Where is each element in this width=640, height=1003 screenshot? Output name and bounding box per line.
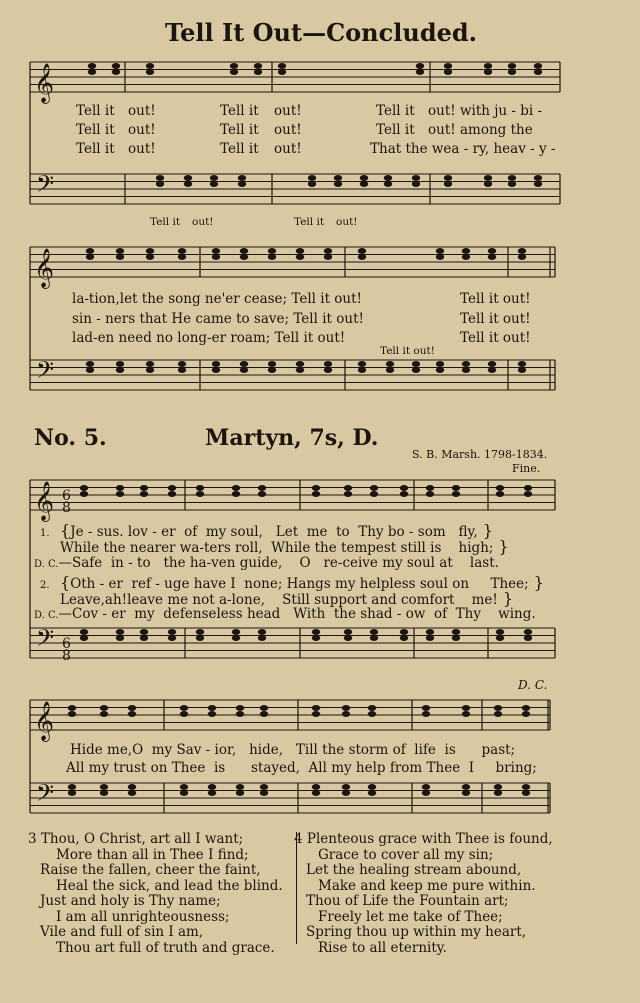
h1-treble-notes-8-1 bbox=[344, 491, 352, 497]
s1-treble-notes-3-0 bbox=[230, 63, 238, 69]
s1-treble-notes-4-0 bbox=[254, 63, 262, 69]
h1-treble-notes-13-0 bbox=[496, 485, 504, 491]
hymn-title: Martyn, 7s, D. bbox=[205, 425, 379, 451]
s2-bass-notes-8-0 bbox=[324, 361, 332, 367]
s1-bass-notes-2-1 bbox=[210, 181, 218, 187]
s1-treble-notes-3-1 bbox=[230, 69, 238, 75]
s2-treble bbox=[30, 247, 555, 277]
s2-treble-notes-7-0 bbox=[296, 248, 304, 254]
s1-bass-notes-9-1 bbox=[444, 181, 452, 187]
h2-bass-notes-2-1 bbox=[128, 790, 136, 796]
h2-treble-notes-0-1 bbox=[68, 711, 76, 717]
s2-bass-notes-13-0 bbox=[462, 361, 470, 367]
s2-treble-notes-6-1 bbox=[268, 254, 276, 260]
s1-treble-notes-9-0 bbox=[508, 63, 516, 69]
s2-treble-notes-8-1 bbox=[324, 254, 332, 260]
dc-mark: D. C. bbox=[518, 678, 548, 692]
h2-bass-notes-9-1 bbox=[368, 790, 376, 796]
h2-bass-notes-10-1 bbox=[422, 790, 430, 796]
h1-bass-notes-13-1 bbox=[496, 635, 504, 641]
h2-bass-notes-13-0 bbox=[522, 784, 530, 790]
s1-bass-notes-8-0 bbox=[412, 175, 420, 181]
s2-treble-notes-13-1 bbox=[518, 254, 526, 260]
h2-treble-notes-7-1 bbox=[312, 711, 320, 717]
h2-treble-notes-9-1 bbox=[368, 711, 376, 717]
s1-treble-notes-9-1 bbox=[508, 69, 516, 75]
s2-treble-notes-3-0 bbox=[178, 248, 186, 254]
s2-treble-notes-1-1 bbox=[116, 254, 124, 260]
s1-bass bbox=[30, 174, 560, 204]
s2-treble-notes-4-1 bbox=[212, 254, 220, 260]
h1-bass-notes-14-0 bbox=[524, 629, 532, 635]
h1-treble-notes-2-0 bbox=[140, 485, 148, 491]
s1-bass-notes-11-1 bbox=[508, 181, 516, 187]
s2-bass-notes-5-0 bbox=[240, 361, 248, 367]
h2-treble-notes-12-0 bbox=[494, 705, 502, 711]
h1-bass-notes-7-0 bbox=[312, 629, 320, 635]
h1-bass-notes-11-1 bbox=[426, 635, 434, 641]
h2-bass-notes-9-0 bbox=[368, 784, 376, 790]
h2-bass-notes-10-0 bbox=[422, 784, 430, 790]
s2-treble-notes-8-0 bbox=[324, 248, 332, 254]
s2-bass-text: Tell it out! bbox=[380, 345, 435, 357]
stanza-4: 4 Plenteous grace with Thee is found, Grace to cover all my sin; Let the healing stream abound, Make and keep me pure within. Thou of Life the Fountain art; Freely let me take of Thee; Spring thou up within my heart, Rise to all eternity. bbox=[294, 831, 553, 956]
s2-treble-notes-13-0 bbox=[518, 248, 526, 254]
s2-bass-notes-11-1 bbox=[412, 367, 420, 373]
h1-treble-notes-7-0 bbox=[312, 485, 320, 491]
s2-treble-notes-12-1 bbox=[488, 254, 496, 260]
s2-bass-notes-0-0 bbox=[86, 361, 94, 367]
h2-bass-notes-1-0 bbox=[100, 784, 108, 790]
s2-bass-notes-4-1 bbox=[212, 367, 220, 373]
h1-bass-notes-1-0 bbox=[116, 629, 124, 635]
h2-treble-notes-5-1 bbox=[236, 711, 244, 717]
s1-bass-notes-1-1 bbox=[184, 181, 192, 187]
s2-bass-notes-9-1 bbox=[358, 367, 366, 373]
h2-treble-notes-2-0 bbox=[128, 705, 136, 711]
h2-treble-notes-4-0 bbox=[208, 705, 216, 711]
s1-treble-notes-8-1 bbox=[484, 69, 492, 75]
s1-bass-notes-9-0 bbox=[444, 175, 452, 181]
h1-bass-notes-2-0 bbox=[140, 629, 148, 635]
s2-bass-notes-15-0 bbox=[518, 361, 526, 367]
s2-treble-notes-1-0 bbox=[116, 248, 124, 254]
h1-bass-clef: 𝄢 bbox=[36, 624, 55, 657]
s1-treble-notes-1-0 bbox=[112, 63, 120, 69]
s2-bass-notes-7-1 bbox=[296, 367, 304, 373]
s1-bass-notes-1-0 bbox=[184, 175, 192, 181]
h1-bass-notes-6-1 bbox=[258, 635, 266, 641]
verse-line-3: D. C.—Safe in - to the ha-ven guide, O re-ceive my soul at last. bbox=[34, 555, 499, 571]
verse-line-5: Leave,ah!leave me not a-lone, Still support and comfort me! } bbox=[60, 589, 514, 608]
h1-treble-notes-12-0 bbox=[452, 485, 460, 491]
h2-treble-notes-4-1 bbox=[208, 711, 216, 717]
s2-bass-notes-14-0 bbox=[488, 361, 496, 367]
s2-treble-notes-7-1 bbox=[296, 254, 304, 260]
s1-treble-notes-5-0 bbox=[278, 63, 286, 69]
h2-treble-notes-9-0 bbox=[368, 705, 376, 711]
verse-line-1: 1. {Je - sus. lov - er of my soul, Let me to Thy bo - som fly, } bbox=[40, 521, 493, 540]
h1-bass-notes-10-0 bbox=[400, 629, 408, 635]
s2-bass-notes-8-1 bbox=[324, 367, 332, 373]
s1-bass-notes-6-0 bbox=[360, 175, 368, 181]
h1-bass-notes-10-1 bbox=[400, 635, 408, 641]
h2-treble-clef: 𝄞 bbox=[34, 701, 55, 741]
h2-treble-notes-1-0 bbox=[100, 705, 108, 711]
h1-treble-notes-9-1 bbox=[370, 491, 378, 497]
h1-bass-notes-5-1 bbox=[232, 635, 240, 641]
h1-treble-notes-1-1 bbox=[116, 491, 124, 497]
h1-bass-notes-4-0 bbox=[196, 629, 204, 635]
s2-treble-notes-10-0 bbox=[436, 248, 444, 254]
s2-treble-notes-0-1 bbox=[86, 254, 94, 260]
h2-treble-notes-11-1 bbox=[462, 711, 470, 717]
h2-bass-notes-8-0 bbox=[342, 784, 350, 790]
h1-bass-notes-12-0 bbox=[452, 629, 460, 635]
s2-bass-notes-3-1 bbox=[178, 367, 186, 373]
h2-treble-notes-10-0 bbox=[422, 705, 430, 711]
s1-bass-notes-2-0 bbox=[210, 175, 218, 181]
h2-bass-notes-2-0 bbox=[128, 784, 136, 790]
s2-treble-notes-5-1 bbox=[240, 254, 248, 260]
s1-bass-notes-0-0 bbox=[156, 175, 164, 181]
h2-treble-notes-6-1 bbox=[260, 711, 268, 717]
h1-bass-notes-3-0 bbox=[168, 629, 176, 635]
s1-bass-notes-5-0 bbox=[334, 175, 342, 181]
s1-bass-notes-12-0 bbox=[534, 175, 542, 181]
h1-treble-notes-3-0 bbox=[168, 485, 176, 491]
s2-bass-notes-6-1 bbox=[268, 367, 276, 373]
s2-treble-notes-3-1 bbox=[178, 254, 186, 260]
h1-treble-notes-11-0 bbox=[426, 485, 434, 491]
h2-treble bbox=[30, 700, 550, 730]
h1-bass-notes-13-0 bbox=[496, 629, 504, 635]
h1-time-top: 6 bbox=[62, 488, 71, 504]
h1-treble bbox=[30, 480, 555, 510]
h2-treble-notes-13-0 bbox=[522, 705, 530, 711]
s1-treble-notes-10-1 bbox=[534, 69, 542, 75]
h2-bass-notes-7-0 bbox=[312, 784, 320, 790]
h1-bass-notes-14-1 bbox=[524, 635, 532, 641]
s2-bass-notes-13-1 bbox=[462, 367, 470, 373]
h2-bass-notes-12-1 bbox=[494, 790, 502, 796]
verse-line-6: D. C.—Cov - er my defenseless head With the shad - ow of Thy wing. bbox=[34, 606, 536, 622]
s2-bass-notes-1-0 bbox=[116, 361, 124, 367]
h1-treble-notes-14-0 bbox=[524, 485, 532, 491]
h1-bass-notes-0-0 bbox=[80, 629, 88, 635]
h1-treble-notes-8-0 bbox=[344, 485, 352, 491]
s1-treble-notes-8-0 bbox=[484, 63, 492, 69]
h2-treble-notes-12-1 bbox=[494, 711, 502, 717]
s2-treble-notes-11-1 bbox=[462, 254, 470, 260]
h1-treble-notes-5-0 bbox=[232, 485, 240, 491]
h1-treble-notes-0-1 bbox=[80, 491, 88, 497]
h1-bass-notes-8-1 bbox=[344, 635, 352, 641]
h1-treble-notes-4-1 bbox=[196, 491, 204, 497]
h2-treble-notes-10-1 bbox=[422, 711, 430, 717]
h1-time-bot: 8 bbox=[62, 500, 71, 516]
h2-treble-notes-3-0 bbox=[180, 705, 188, 711]
s2-bass-notes-12-0 bbox=[436, 361, 444, 367]
h2-treble-notes-3-1 bbox=[180, 711, 188, 717]
h2-bass-notes-3-1 bbox=[180, 790, 188, 796]
h2-bass-notes-12-0 bbox=[494, 784, 502, 790]
s2-treble-notes-0-0 bbox=[86, 248, 94, 254]
s2-bass-notes-1-1 bbox=[116, 367, 124, 373]
hymn-s2-lyric-2: All my trust on Thee is stayed, All my help from Thee I bring; bbox=[66, 760, 537, 776]
h1-bass-time-bot: 8 bbox=[62, 648, 71, 664]
s1-bass-notes-6-1 bbox=[360, 181, 368, 187]
s1-bass-notes-4-0 bbox=[308, 175, 316, 181]
section-title: Tell It Out—Concluded. bbox=[165, 18, 477, 47]
h1-treble-notes-5-1 bbox=[232, 491, 240, 497]
h1-bass-notes-1-1 bbox=[116, 635, 124, 641]
s1-treble-notes-7-0 bbox=[444, 63, 452, 69]
h2-treble-notes-8-0 bbox=[342, 705, 350, 711]
s2-bass-notes-15-1 bbox=[518, 367, 526, 373]
h2-treble-notes-11-0 bbox=[462, 705, 470, 711]
s2-bass bbox=[30, 360, 555, 390]
h2-treble-notes-7-0 bbox=[312, 705, 320, 711]
s1-treble-notes-1-1 bbox=[112, 69, 120, 75]
s2-bass-notes-5-1 bbox=[240, 367, 248, 373]
s1-bass-notes-3-0 bbox=[238, 175, 246, 181]
h2-bass-notes-6-1 bbox=[260, 790, 268, 796]
s1-treble-notes-7-1 bbox=[444, 69, 452, 75]
s2-treble-notes-12-0 bbox=[488, 248, 496, 254]
h1-bass-notes-11-0 bbox=[426, 629, 434, 635]
s2-treble-notes-9-1 bbox=[358, 254, 366, 260]
h2-bass-notes-5-0 bbox=[236, 784, 244, 790]
s2-bass-notes-6-0 bbox=[268, 361, 276, 367]
h1-treble-notes-6-1 bbox=[258, 491, 266, 497]
h1-bass-notes-5-0 bbox=[232, 629, 240, 635]
s1-bass-notes-0-1 bbox=[156, 181, 164, 187]
s1-treble-notes-0-1 bbox=[88, 69, 96, 75]
h1-bass-notes-8-0 bbox=[344, 629, 352, 635]
s2-bass-notes-9-0 bbox=[358, 361, 366, 367]
h2-bass-notes-4-1 bbox=[208, 790, 216, 796]
h1-treble-notes-4-0 bbox=[196, 485, 204, 491]
h1-treble-notes-6-0 bbox=[258, 485, 266, 491]
s2-bass-notes-2-1 bbox=[146, 367, 154, 373]
s1-treble-notes-2-0 bbox=[146, 63, 154, 69]
s2-treble-notes-2-0 bbox=[146, 248, 154, 254]
h2-treble-notes-1-1 bbox=[100, 711, 108, 717]
h2-treble-notes-13-1 bbox=[522, 711, 530, 717]
composer-credit: S. B. Marsh. 1798-1834. bbox=[412, 448, 548, 461]
s2-bass-notes-3-0 bbox=[178, 361, 186, 367]
h1-treble-notes-14-1 bbox=[524, 491, 532, 497]
h1-treble-notes-9-0 bbox=[370, 485, 378, 491]
s2-treble-notes-5-0 bbox=[240, 248, 248, 254]
s2-bass-notes-7-0 bbox=[296, 361, 304, 367]
s2-bass-notes-10-1 bbox=[386, 367, 394, 373]
s1-bass-clef: 𝄢 bbox=[36, 170, 55, 203]
s1-bass-notes-7-0 bbox=[384, 175, 392, 181]
fine-mark: Fine. bbox=[512, 462, 541, 475]
h1-treble-notes-2-1 bbox=[140, 491, 148, 497]
h1-bass-notes-7-1 bbox=[312, 635, 320, 641]
s1-treble-notes-6-0 bbox=[416, 63, 424, 69]
verse-line-4: 2. {Oth - er ref - uge have I none; Hangs my helpless soul on Thee; } bbox=[40, 573, 544, 592]
h1-bass-notes-9-1 bbox=[370, 635, 378, 641]
s2-bass-notes-12-1 bbox=[436, 367, 444, 373]
h1-treble-notes-1-0 bbox=[116, 485, 124, 491]
h1-treble-clef: 𝄞 bbox=[34, 481, 55, 521]
h2-bass-notes-0-1 bbox=[68, 790, 76, 796]
hymn-s2-lyric-1: Hide me,O my Sav - ior, hide, Till the storm of life is past; bbox=[70, 742, 516, 758]
h2-treble-notes-6-0 bbox=[260, 705, 268, 711]
h2-bass-notes-4-0 bbox=[208, 784, 216, 790]
s2-treble-notes-9-0 bbox=[358, 248, 366, 254]
s2-treble-notes-6-0 bbox=[268, 248, 276, 254]
h1-bass-notes-9-0 bbox=[370, 629, 378, 635]
s2-bass-notes-2-0 bbox=[146, 361, 154, 367]
h1-treble-notes-3-1 bbox=[168, 491, 176, 497]
h1-treble-notes-13-1 bbox=[496, 491, 504, 497]
s2-bass-clef: 𝄢 bbox=[36, 356, 55, 389]
s2-treble-notes-10-1 bbox=[436, 254, 444, 260]
h2-bass-notes-11-1 bbox=[462, 790, 470, 796]
h1-bass-notes-4-1 bbox=[196, 635, 204, 641]
h2-bass-notes-6-0 bbox=[260, 784, 268, 790]
h2-bass-notes-0-0 bbox=[68, 784, 76, 790]
h1-bass-notes-12-1 bbox=[452, 635, 460, 641]
s1-bass-notes-10-0 bbox=[484, 175, 492, 181]
s1-treble-notes-10-0 bbox=[534, 63, 542, 69]
s2-bass-notes-0-1 bbox=[86, 367, 94, 373]
h1-bass-notes-2-1 bbox=[140, 635, 148, 641]
s2-treble-notes-4-0 bbox=[212, 248, 220, 254]
h1-bass-notes-0-1 bbox=[80, 635, 88, 641]
h2-bass-notes-7-1 bbox=[312, 790, 320, 796]
h2-treble-notes-2-1 bbox=[128, 711, 136, 717]
h1-bass-notes-6-0 bbox=[258, 629, 266, 635]
s1-treble-notes-2-1 bbox=[146, 69, 154, 75]
h2-bass-notes-3-0 bbox=[180, 784, 188, 790]
s1-bass-notes-7-1 bbox=[384, 181, 392, 187]
h2-bass-notes-1-1 bbox=[100, 790, 108, 796]
s2-treble-clef: 𝄞 bbox=[34, 248, 55, 288]
s2-bass-notes-14-1 bbox=[488, 367, 496, 373]
s1-bass-notes-4-1 bbox=[308, 181, 316, 187]
s1-bass-notes-3-1 bbox=[238, 181, 246, 187]
h2-treble-notes-8-1 bbox=[342, 711, 350, 717]
s1-treble-notes-0-0 bbox=[88, 63, 96, 69]
h2-bass-clef: 𝄢 bbox=[36, 779, 55, 812]
h1-bass bbox=[30, 628, 555, 658]
s1-treble-clef: 𝄞 bbox=[34, 63, 55, 103]
h2-bass-notes-11-0 bbox=[462, 784, 470, 790]
h1-treble-notes-0-0 bbox=[80, 485, 88, 491]
s1-bass-notes-5-1 bbox=[334, 181, 342, 187]
verse-line-2: While the nearer wa-ters roll, While the tempest still is high; } bbox=[60, 537, 509, 556]
hymn-number: No. 5. bbox=[34, 425, 107, 451]
h2-bass-notes-5-1 bbox=[236, 790, 244, 796]
s1-treble-notes-6-1 bbox=[416, 69, 424, 75]
h1-treble-notes-10-1 bbox=[400, 491, 408, 497]
s1-bass-notes-12-1 bbox=[534, 181, 542, 187]
h2-treble-notes-0-0 bbox=[68, 705, 76, 711]
h2-bass-notes-8-1 bbox=[342, 790, 350, 796]
s1-treble-notes-5-1 bbox=[278, 69, 286, 75]
s1-bass-notes-10-1 bbox=[484, 181, 492, 187]
s2-treble-notes-2-1 bbox=[146, 254, 154, 260]
s1-bass-notes-11-0 bbox=[508, 175, 516, 181]
h1-bass-notes-3-1 bbox=[168, 635, 176, 641]
s1-bass-notes-8-1 bbox=[412, 181, 420, 187]
h1-treble-notes-10-0 bbox=[400, 485, 408, 491]
h1-treble-notes-12-1 bbox=[452, 491, 460, 497]
h2-bass-notes-13-1 bbox=[522, 790, 530, 796]
h1-treble-notes-7-1 bbox=[312, 491, 320, 497]
h2-treble-notes-5-0 bbox=[236, 705, 244, 711]
s2-bass-notes-11-0 bbox=[412, 361, 420, 367]
s1-treble bbox=[30, 62, 560, 92]
s2-treble-notes-11-0 bbox=[462, 248, 470, 254]
s1-treble-notes-4-1 bbox=[254, 69, 262, 75]
h1-treble-notes-11-1 bbox=[426, 491, 434, 497]
stanza-3: 3 Thou, O Christ, art all I want; More than all in Thee I find; Raise the fallen, cheer the faint, Heal the sick, and lead the blind. Just and holy is Thy name; I am all unrighteousness; Vile and full of sin I am, Thou art full of truth and grace. bbox=[28, 831, 283, 956]
s2-bass-notes-4-0 bbox=[212, 361, 220, 367]
s2-bass-notes-10-0 bbox=[386, 361, 394, 367]
h1-bass-time-top: 6 bbox=[62, 636, 71, 652]
